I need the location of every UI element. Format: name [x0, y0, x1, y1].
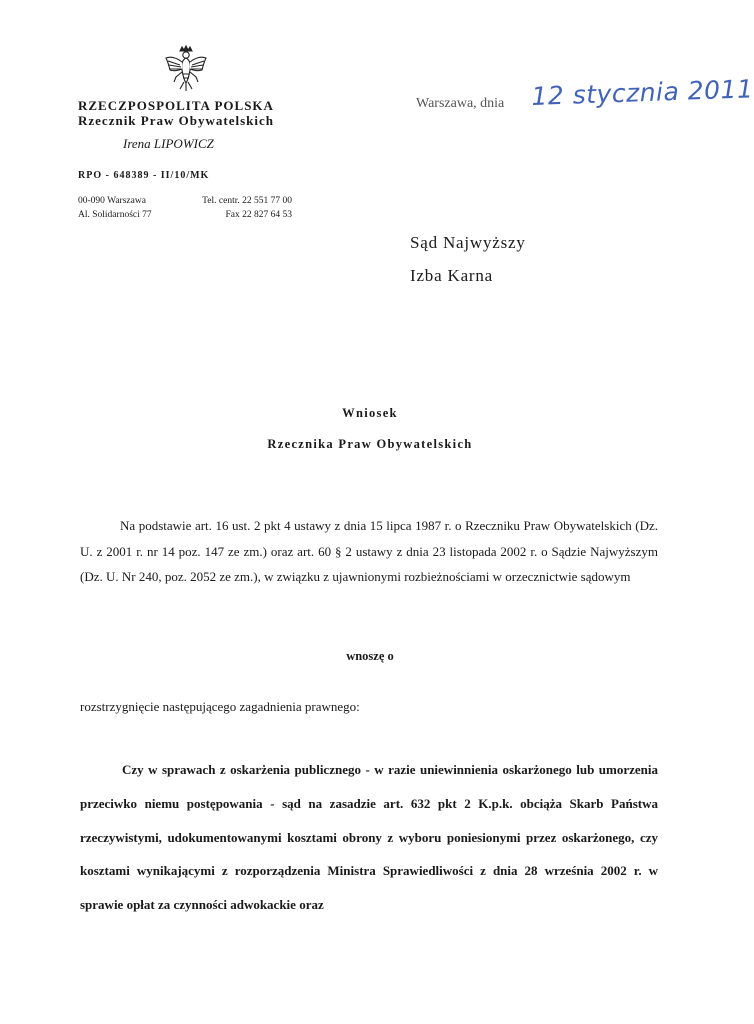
- addressee-chamber: Izba Karna: [410, 266, 494, 285]
- intro-paragraph: Na podstawie art. 16 ust. 2 pkt 4 ustawy z dnia 15 lipca 1987 r. o Rzeczniku Praw Obywatelskich (Dz. U. z 2001 r. nr 14 poz. 147 ze zm.) oraz art. 60 § 2 ustawy z dnia 23 listopada 2002 r. o Sądzie Najwyższym (Dz. U. Nr 240, poz. 2052 ze zm.), w związku z ujawnionymi rozbieżnościami w orzecznictwie sądowym: [80, 518, 658, 584]
- document-subtitle: Rzecznika Praw Obywatelskich: [267, 437, 473, 451]
- addressee-court: Sąd Najwyższy: [410, 233, 526, 252]
- head-person-name: Irena LIPOWICZ: [123, 136, 214, 151]
- address-street: Al. Solidarności 77: [78, 210, 152, 220]
- org-name: RZECZPOSPOLITA POLSKA: [78, 98, 274, 113]
- phone-number: Tel. centr. 22 551 77 00: [202, 196, 292, 206]
- address-postal-city: 00-090 Warszawa: [78, 196, 146, 206]
- document-title: Wniosek: [342, 406, 398, 420]
- org-department: Rzecznik Praw Obywatelskich: [78, 113, 274, 128]
- demand-heading: wnoszę o: [346, 649, 394, 663]
- handwritten-date: 12 stycznia 2011: [530, 74, 754, 111]
- legal-question-paragraph: Czy w sprawach z oskarżenia publicznego - w razie uniewinnienia oskarżonego lub umorzenia przeciwko niemu postępowania - sąd na zasadzie art. 632 pkt 2 K.p.k. obciąża Skarb Państwa rzeczywistymi, udokumentowanymi kosztami obrony z wyboru poniesionymi przez oskarżonego, czy kosztami wynikającymi z rozporządzenia Ministra Sprawiedliwości z dnia 28 września 2002 r. w sprawie opłat za czynności adwokackie oraz: [80, 762, 658, 913]
- lead-sentence: rozstrzygnięcie następującego zagadnienia prawnego:: [80, 699, 360, 714]
- place-date-prefix: Warszawa, dnia: [416, 96, 505, 111]
- reference-number: RPO - 648389 - II/10/MK: [78, 170, 210, 181]
- fax-number: Fax 22 827 64 53: [225, 210, 292, 220]
- white-eagle-emblem-icon: [163, 44, 209, 94]
